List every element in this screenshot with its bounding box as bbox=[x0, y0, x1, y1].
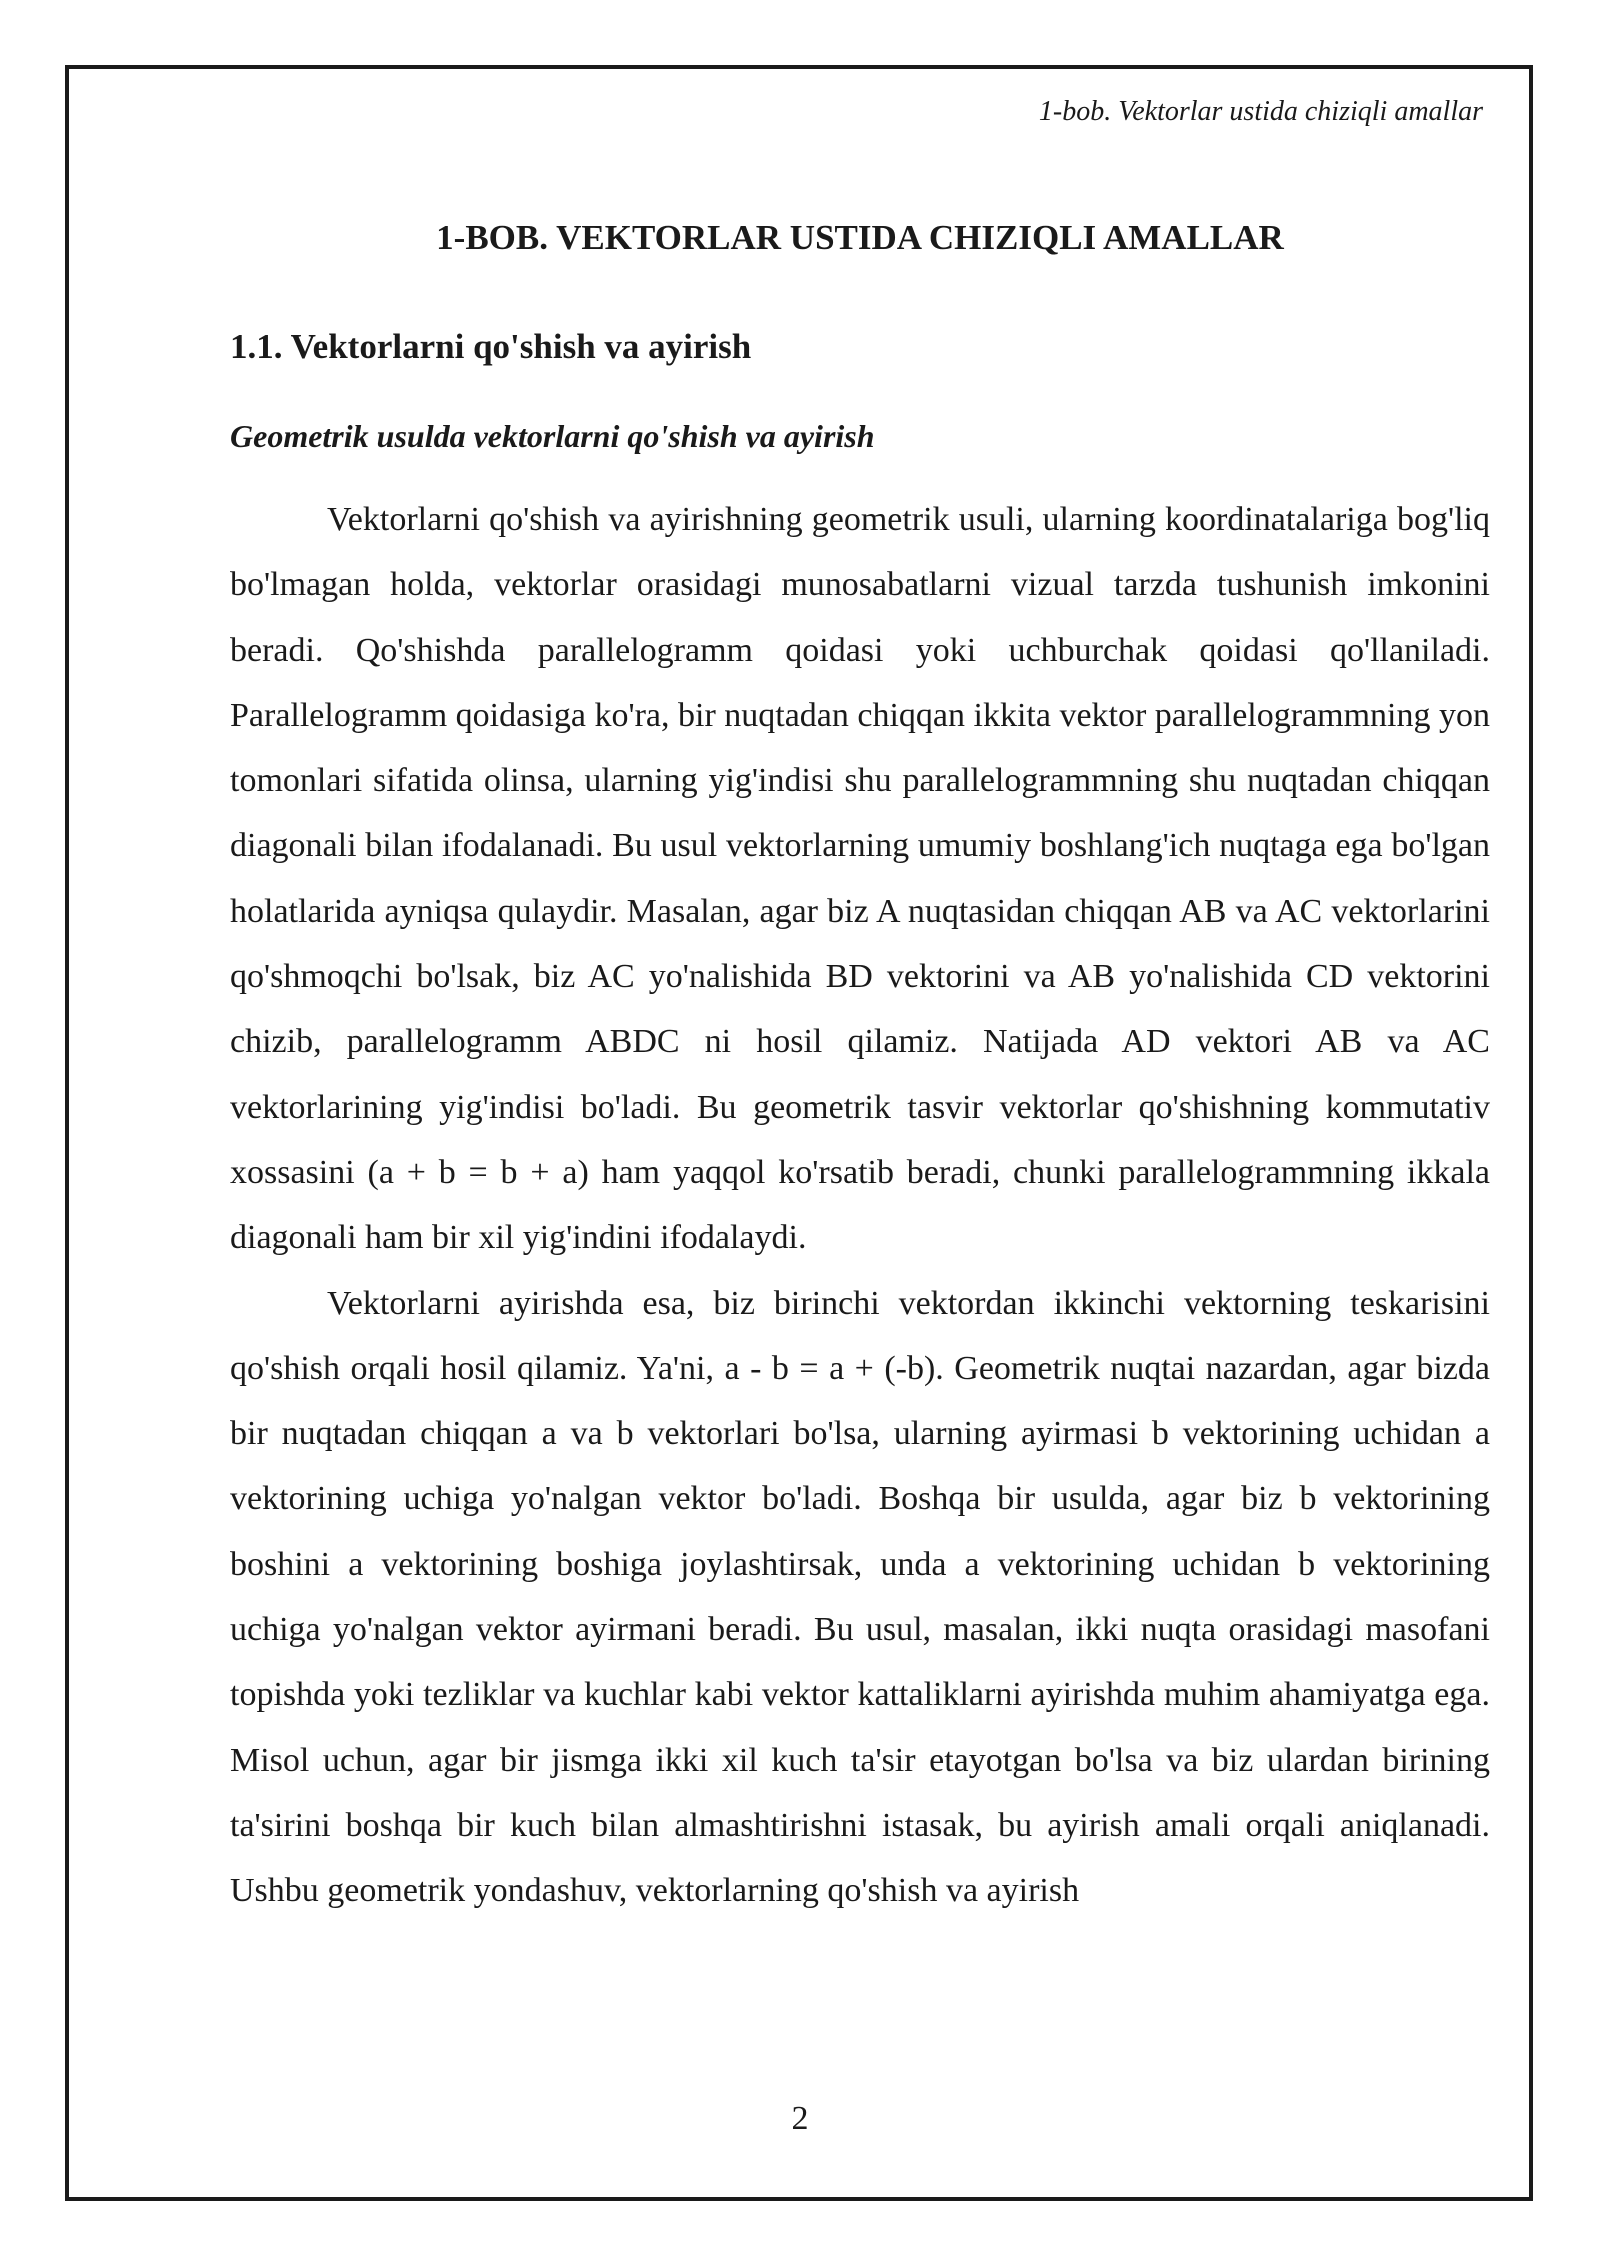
running-header: 1-bob. Vektorlar ustida chiziqli amallar bbox=[1038, 96, 1483, 127]
chapter-title: 1-BOB. VEKTORLAR USTIDA CHIZIQLI AMALLAR bbox=[436, 218, 1284, 257]
page-number: 2 bbox=[791, 2100, 809, 2137]
paragraph-1: Vektorlarni qo'shish va ayirishning geometrik usuli, ularning koordinatalariga bog'liq bo'lmagan holda, vektorlar orasidagi munosabatlarni vizual tarzda tushunish imkonini beradi. Qo'shishda parallelogramm qoidasi yoki uchburchak qoidasi qo'llaniladi. Parallelogramm qoidasiga ko'ra, bir nuqtadan chiqqan ikkita vektor parallelogrammning yon tomonlari sifatida olinsa, ularning yig'indisi shu parallelogrammning shu nuqtadan chiqqan diagonali bilan ifodalanadi. Bu usul vektorlarning umumiy boshlang'ich nuqtaga ega bo'lgan holatlarida ayniqsa qulaydir. Masalan, agar biz A nuqtasidan chiqqan AB va AC vektorlarini qo'shmoqchi bo'lsak, biz AC yo'nalishida BD vektorini va AB yo'nalishida CD vektorini chizib, parallelogramm ABDC ni hosil qilamiz. Natijada AD vektori AB va AC vektorlarining yig'indisi bo'ladi. Bu geometrik tasvir vektorlar qo'shishning kommutativ xossasini (a + b = b + a) ham yaqqol ko'rsatib beradi, chunki parallelogrammning ikkala diagonali ham bir xil yig'indini ifodalaydi. bbox=[230, 501, 1490, 1257]
subsection-title: Geometrik usulda vektorlarni qo'shish va ayirish bbox=[230, 418, 875, 454]
paragraph-2: Vektorlarni ayirishda esa, biz birinchi vektordan ikkinchi vektorning teskarisini qo'shish orqali hosil qilamiz. Ya'ni, a - b = a + (-b). Geometrik nuqtai nazardan, agar bizda bir nuqtadan chiqqan a va b vektorlari bo'lsa, ularning ayirmasi b vektorining uchidan a vektorining uchiga yo'nalgan vektor bo'ladi. Boshqa bir usulda, agar biz b vektorining boshini a vektorining boshiga joylashtirsak, unda a vektorining uchidan b vektorining uchiga yo'nalgan vektor ayirmani beradi. Bu usul, masalan, ikki nuqta orasidagi masofani topishda yoki tezliklar va kuchlar kabi vektor kattaliklarni ayirishda muhim ahamiyatga ega. Misol uchun, agar bir jismga ikki xil kuch ta'sir etayotgan bo'lsa va biz ulardan birining ta'sirini boshqa bir kuch bilan almashtirishni istasak, bu ayirish amali orqali aniqlanadi. Ushbu geometrik yondashuv, vektorlarning qo'shish va ayirish bbox=[230, 1284, 1490, 1910]
section-title: 1.1. Vektorlarni qo'shish va ayirish bbox=[230, 327, 752, 366]
body-text bbox=[230, 487, 1490, 1924]
